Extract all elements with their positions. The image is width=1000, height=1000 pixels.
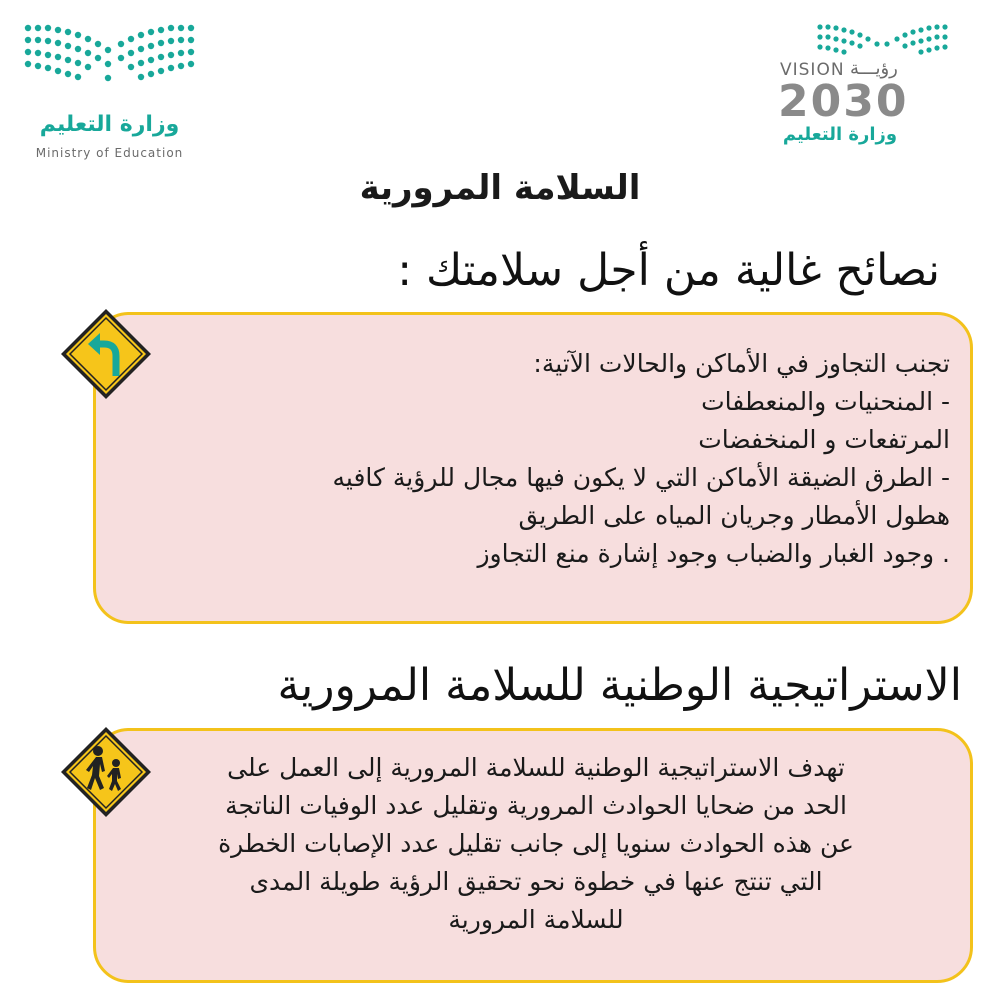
advice-line: هطول الأمطار وجريان المياه على الطريق [518,501,950,530]
moe-arabic-name: وزارة التعليم [39,112,180,137]
advice-heading: نصائح غالية من أجل سلامتك : [397,245,940,296]
advice-line: . وجود الغبار والضباب وجود إشارة منع التجاوز [477,539,950,568]
advice-line: - المنحنيات والمنعطفات [701,387,950,416]
vision-word: VISION [780,60,845,80]
advice-box [93,312,973,624]
turn-left-sign-icon [58,306,154,402]
advice-line: - الطرق الضيقة الأماكن التي لا يكون فيها مجال للرؤية كافيه [332,463,950,492]
vision-ministry-name: وزارة التعليم [782,124,898,145]
strategy-line: للسلامة المرورية [448,905,624,934]
page-title: السلامة المرورية [359,168,641,208]
strategy-line: الحد من ضحايا الحوادث المرورية وتقليل عدد الوفيات الناتجة [225,791,847,820]
advice-line: المرتفعات و المنخفضات [698,425,950,454]
vision-dots-emblem [815,22,950,56]
advice-text [120,345,950,573]
advice-line: تجنب التجاوز في الأماكن والحالات الآتية: [533,349,950,378]
vision-arabic-word: رؤيـــة [850,58,898,79]
strategy-line: عن هذه الحوادث سنويا إلى جانب تقليل عدد الإصابات الخطرة [218,829,854,858]
strategy-text [116,749,956,939]
pedestrian-crossing-sign-icon [58,724,154,820]
strategy-line: التي تنتج عنها في خطوة نحو تحقيق الرؤية طويلة المدى [249,867,823,896]
vision-year: 2030 [778,76,909,127]
vision-2030-logo [775,22,955,147]
strategy-heading: الاستراتيجية الوطنية للسلامة المرورية [277,660,962,711]
moe-dots-emblem [22,20,197,92]
strategy-box [93,728,973,983]
ministry-of-education-logo [22,20,197,160]
moe-english-name: Ministry of Education [35,146,184,160]
strategy-line: تهدف الاستراتيجية الوطنية للسلامة المرورية إلى العمل على [227,753,845,782]
